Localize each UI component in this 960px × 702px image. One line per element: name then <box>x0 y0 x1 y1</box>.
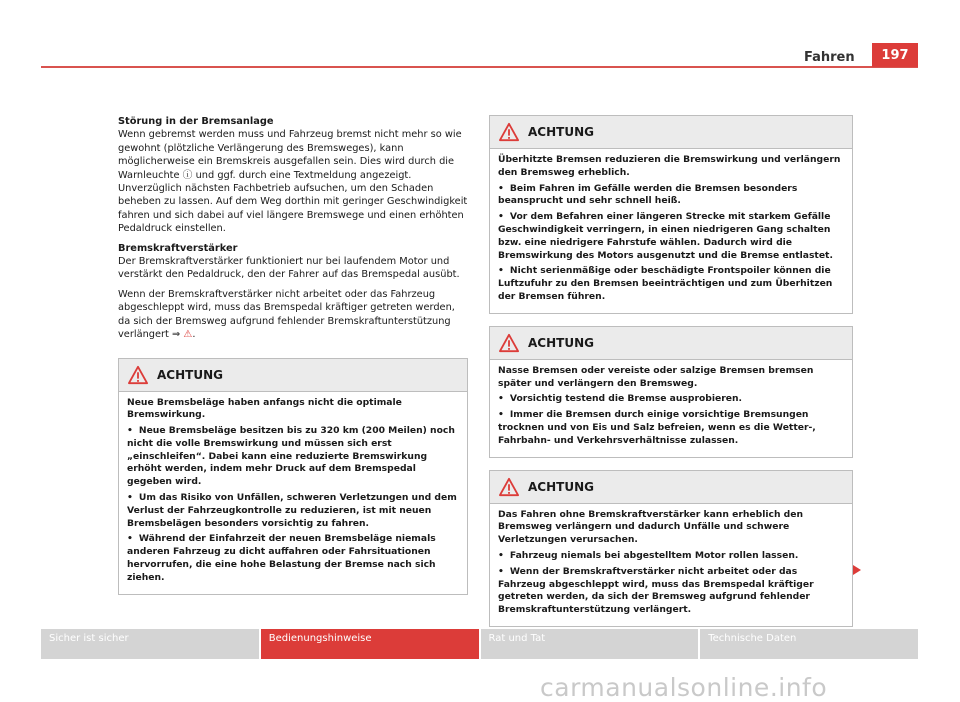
warning-bullet-text: Fahrzeug niemals bei abgestelltem Motor rollen lassen. <box>509 549 799 561</box>
warning-box-1 <box>118 358 468 595</box>
section-text-bremskraft-2-body: Wenn der Bremskraftverstärker nicht arbeitet oder das Fahrzeug abgeschleppt wird, muss das Bremspedal kräftiger getreten werden, da sich der Bremsweg aufgrund fehlender Bremskraftunterstützung verlängert ⇒ <box>118 288 455 341</box>
header-rule <box>41 66 918 68</box>
warning-bullet <box>498 409 844 447</box>
warning-bullet <box>498 183 844 209</box>
right-column <box>489 115 853 627</box>
section-text-bremskraft-2 <box>118 288 468 342</box>
warning-bullet-text: Vorsichtig testend die Bremse ausprobieren. <box>509 393 743 405</box>
warning-triangle-icon <box>498 477 520 497</box>
footer-tab-bedienungshinweise[interactable]: Bedienungshinweise <box>261 629 481 659</box>
section-text-bremskraft-2-end: . <box>192 329 196 341</box>
warning-bullet-text: Um das Risiko von Unfällen, schweren Verletzungen und dem Verlust der Fahrzeugkontrolle zu reduzieren, ist mit neuen Bremsbelägen besonders vorsichtig zu fahren. <box>127 492 457 529</box>
section-heading-bremskraft: Bremskraftverstärker <box>118 242 238 254</box>
warning-title: ACHTUNG <box>528 125 594 139</box>
warning-intro: Neue Bremsbeläge haben anfangs nicht die optimale Bremswirkung. <box>127 396 402 421</box>
warning-bullet-text: Beim Fahren im Gefälle werden die Bremsen besonders beansprucht und sehr schnell heiß. <box>498 182 798 207</box>
warning-bullet <box>127 533 459 584</box>
warning-bullet <box>498 265 844 303</box>
warning-intro: Nasse Bremsen oder vereiste oder salzige Bremsen bremsen später und verlängern den Bremsweg. <box>498 364 814 389</box>
warning-triangle-icon <box>498 122 520 142</box>
warning-body <box>490 149 852 313</box>
bullet-icon: • <box>498 565 504 577</box>
warning-link-icon[interactable]: ⚠ <box>183 329 193 341</box>
bullet-icon: • <box>127 533 133 545</box>
bullet-icon: • <box>127 492 133 504</box>
bullet-icon: • <box>498 265 504 277</box>
warning-bullet-text: Vor dem Befahren einer längeren Strecke mit starkem Gefälle Geschwindigkeit verringern, in einen niedrigeren Gang schalten bzw. eine niedrigere Fahrstufe wählen. Dadurch wird die Bremswirkung des Motors ausgenutzt und die Bremse entlastet. <box>498 211 833 261</box>
warning-title: ACHTUNG <box>528 479 594 494</box>
warning-bullet <box>498 211 844 262</box>
warning-bullet <box>498 550 844 563</box>
footer-nav <box>41 629 918 659</box>
bullet-icon: • <box>498 211 504 223</box>
warning-bullet <box>498 566 844 617</box>
bullet-icon: • <box>498 409 504 421</box>
section-text-stoerung: Wenn gebremst werden muss und Fahrzeug bremst nicht mehr so wie gewohnt (plötzliche Verlängerung des Bremsweges), kann möglicherweise ein Bremskreis ausgefallen sein. Dies wird durch die Warnleuchte ⓘ und ggf. durch eine Textmeldung angezeigt. Unverzüglich nächsten Fachbetrieb aufsuchen, um den Schaden beheben zu lassen. Auf dem Weg dorthin mit geringer Geschwindigkeit fahren und sich dabei auf viel längere Bremswege und einen erhöhten Pedaldruck einstellen. <box>118 129 468 235</box>
continue-arrow-icon[interactable] <box>853 565 861 575</box>
footer-tab-technische-daten[interactable]: Technische Daten <box>700 629 918 659</box>
bullet-icon: • <box>498 393 504 405</box>
warning-box-3 <box>489 326 853 458</box>
section-text-bremskraft-1: Der Bremskraftverstärker funktioniert nur bei laufendem Motor und verstärkt den Pedaldruck, den der Fahrer auf das Bremspedal ausübt. <box>118 256 460 281</box>
warning-bullet-text: Nicht serienmäßige oder beschädigte Frontspoiler können die Luftzufuhr zu den Bremsen beeinträchtigen und zum Überhitzen der Bremsen führen. <box>498 265 833 302</box>
warning-box-2 <box>489 115 853 314</box>
warning-bullet <box>127 425 459 489</box>
warning-box-header <box>490 471 852 504</box>
warning-bullet-text: Immer die Bremsen durch einige vorsichtige Bremsungen trocknen und von Eis und Salz befreien, wenn es die Wetter-, Fahrbahn- und Verkehrsverhältnisse zulassen. <box>498 409 816 446</box>
bullet-icon: • <box>127 425 133 437</box>
bullet-icon: • <box>498 182 504 194</box>
warning-box-header <box>490 116 852 149</box>
page-number-badge: 197 <box>872 43 918 67</box>
warning-triangle-icon <box>498 333 520 353</box>
warning-title: ACHTUNG <box>528 335 594 350</box>
page-title: Fahren <box>804 50 855 65</box>
warning-bullet-text: Während der Einfahrzeit der neuen Bremsbeläge niemals anderen Fahrzeug zu dicht auffahren oder Fahrsituationen hervorrufen, die eine hohe Belastung der Bremse nach sich ziehen. <box>127 533 436 583</box>
warning-intro: Das Fahren ohne Bremskraftverstärker kann erheblich den Bremsweg verlängern und dadurch Unfälle und schwere Verletzungen verursachen. <box>498 508 804 546</box>
footer-tab-sicher[interactable]: Sicher ist sicher <box>41 629 261 659</box>
left-column <box>118 115 468 595</box>
warning-body <box>490 360 852 457</box>
warning-intro: Überhitzte Bremsen reduzieren die Bremswirkung und verlängern den Bremsweg erheblich. <box>498 154 841 178</box>
warning-bullet-text: Neue Bremsbeläge besitzen bis zu 320 km (200 Meilen) noch nicht die volle Bremswirkung und müssen sich erst „einschleifen“. Dabei kann eine reduzierte Bremswirkung erhöht werden, indem mehr Druck auf dem Bremspedal gegeben wird. <box>127 425 455 488</box>
warning-title: ACHTUNG <box>157 367 223 382</box>
warning-bullet <box>498 393 844 406</box>
warning-body <box>490 504 852 626</box>
footer-tab-rat-und-tat[interactable]: Rat und Tat <box>481 629 701 659</box>
warning-body <box>119 392 467 594</box>
warning-bullet <box>127 492 459 530</box>
warning-triangle-icon <box>127 365 149 385</box>
bullet-icon: • <box>498 549 504 561</box>
section-heading-stoerung: Störung in der Bremsanlage <box>118 116 274 127</box>
warning-bullet-text: Wenn der Bremskraftverstärker nicht arbeitet oder das Fahrzeug abgeschleppt wird, muss das Bremspedal kräftiger getreten werden, da sich der Bremsweg aufgrund fehlender Bremskraftunterstützung verlängert. <box>498 565 814 616</box>
warning-box-header <box>490 327 852 360</box>
watermark: carmanualsonline.info <box>540 673 828 702</box>
warning-box-4 <box>489 470 853 627</box>
warning-box-header <box>119 359 467 392</box>
